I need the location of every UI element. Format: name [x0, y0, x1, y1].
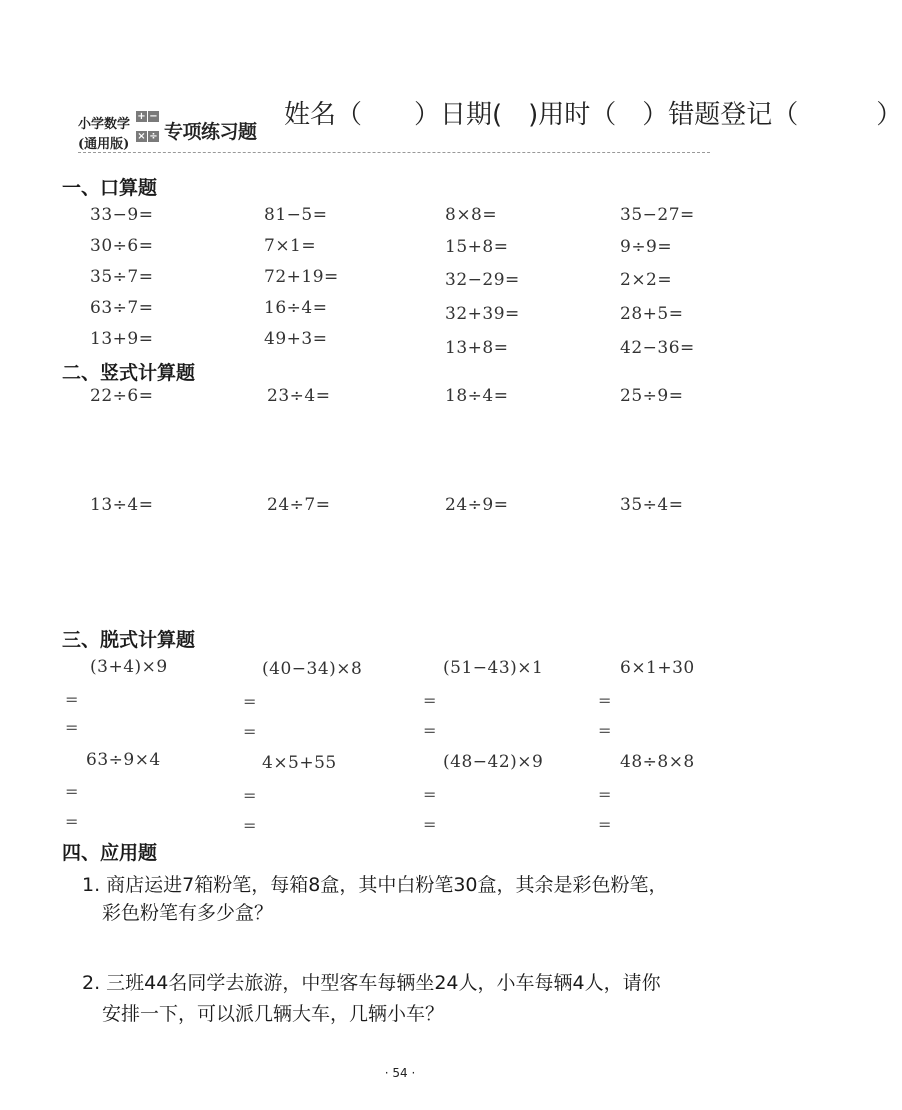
student-info-line: 姓名（ ）日期( )用时（ ）错题登记（ ）	[284, 100, 902, 130]
divide-icon: ÷	[149, 131, 158, 142]
equals-sign: =	[65, 812, 79, 831]
oral-problem: 13+8=	[445, 338, 509, 358]
oral-problem: 42−36=	[620, 338, 695, 358]
oral-problem: 63÷7=	[90, 298, 154, 318]
brand-line2: (通用版)	[78, 137, 130, 152]
oral-problem: 35÷7=	[90, 267, 154, 287]
oral-problem: 13+9=	[90, 329, 154, 349]
times-icon: ×	[137, 131, 146, 142]
vertical-problem: 24÷9=	[445, 495, 509, 515]
minus-icon: −	[149, 111, 158, 122]
stepwise-problem: 63÷9×4	[86, 750, 161, 770]
stepwise-problem: (48−42)×9	[443, 752, 544, 772]
oral-problem: 28+5=	[620, 304, 684, 324]
equals-sign: =	[423, 721, 437, 740]
section2-title: 二、竖式计算题	[62, 362, 196, 384]
equals-sign: =	[243, 722, 257, 741]
oral-problem: 2×2=	[620, 270, 673, 290]
vertical-problem: 13÷4=	[90, 495, 154, 515]
equals-sign: =	[423, 785, 437, 804]
stepwise-problem: 4×5+55	[262, 753, 337, 773]
brand-line1: 小学数学	[78, 117, 131, 132]
equals-sign: =	[423, 691, 437, 710]
oral-problem: 8×8=	[445, 205, 498, 225]
word-problem-2-line2: 安排一下，可以派几辆大车，几辆小车？	[102, 1003, 445, 1025]
oral-problem: 15+8=	[445, 237, 509, 257]
equals-sign: =	[65, 718, 79, 737]
stepwise-problem: (40−34)×8	[262, 659, 363, 679]
stepwise-problem: 48÷8×8	[620, 752, 695, 772]
oral-problem: 32−29=	[445, 270, 520, 290]
oral-problem: 9÷9=	[620, 237, 673, 257]
section4-title: 四、应用题	[62, 842, 158, 864]
equals-sign: =	[598, 721, 612, 740]
brand-title: 专项练习题	[164, 121, 257, 143]
oral-problem: 33−9=	[90, 205, 154, 225]
oral-problem: 35−27=	[620, 205, 695, 225]
stepwise-problem: 6×1+30	[620, 658, 695, 678]
vertical-problem: 22÷6=	[90, 386, 154, 406]
equals-sign: =	[65, 782, 79, 801]
vertical-problem: 35÷4=	[620, 495, 684, 515]
equals-sign: =	[423, 815, 437, 834]
word-problem-1-line2: 彩色粉笔有多少盒？	[102, 902, 274, 924]
vertical-problem: 24÷7=	[267, 495, 331, 515]
vertical-problem: 23÷4=	[267, 386, 331, 406]
header-divider	[78, 152, 710, 153]
oral-problem: 81−5=	[264, 205, 328, 225]
oral-problem: 30÷6=	[90, 236, 154, 256]
vertical-problem: 25÷9=	[620, 386, 684, 406]
oral-problem: 7×1=	[264, 236, 317, 256]
equals-sign: =	[243, 692, 257, 711]
word-problem-1-line1: 1. 商店运进7箱粉笔，每箱8盒，其中白粉笔30盒，其余是彩色粉笔，	[82, 874, 668, 896]
section1-title: 一、口算题	[62, 177, 158, 199]
oral-problem: 32+39=	[445, 304, 520, 324]
equals-sign: =	[243, 786, 257, 805]
section3-title: 三、脱式计算题	[62, 629, 196, 651]
stepwise-problem: (51−43)×1	[443, 658, 544, 678]
word-problem-2-line1: 2. 三班44名同学去旅游，中型客车每辆坐24人，小车每辆4人，请你	[82, 972, 661, 994]
vertical-problem: 18÷4=	[445, 386, 509, 406]
equals-sign: =	[65, 690, 79, 709]
stepwise-problem: (3+4)×9	[90, 657, 168, 677]
oral-problem: 49+3=	[264, 329, 328, 349]
equals-sign: =	[598, 815, 612, 834]
plus-icon: +	[137, 111, 146, 122]
operator-icons	[136, 111, 160, 151]
oral-problem: 72+19=	[264, 267, 339, 287]
page-number: · 54 ·	[384, 1066, 416, 1080]
equals-sign: =	[243, 816, 257, 835]
equals-sign: =	[598, 785, 612, 804]
equals-sign: =	[598, 691, 612, 710]
oral-problem: 16÷4=	[264, 298, 328, 318]
